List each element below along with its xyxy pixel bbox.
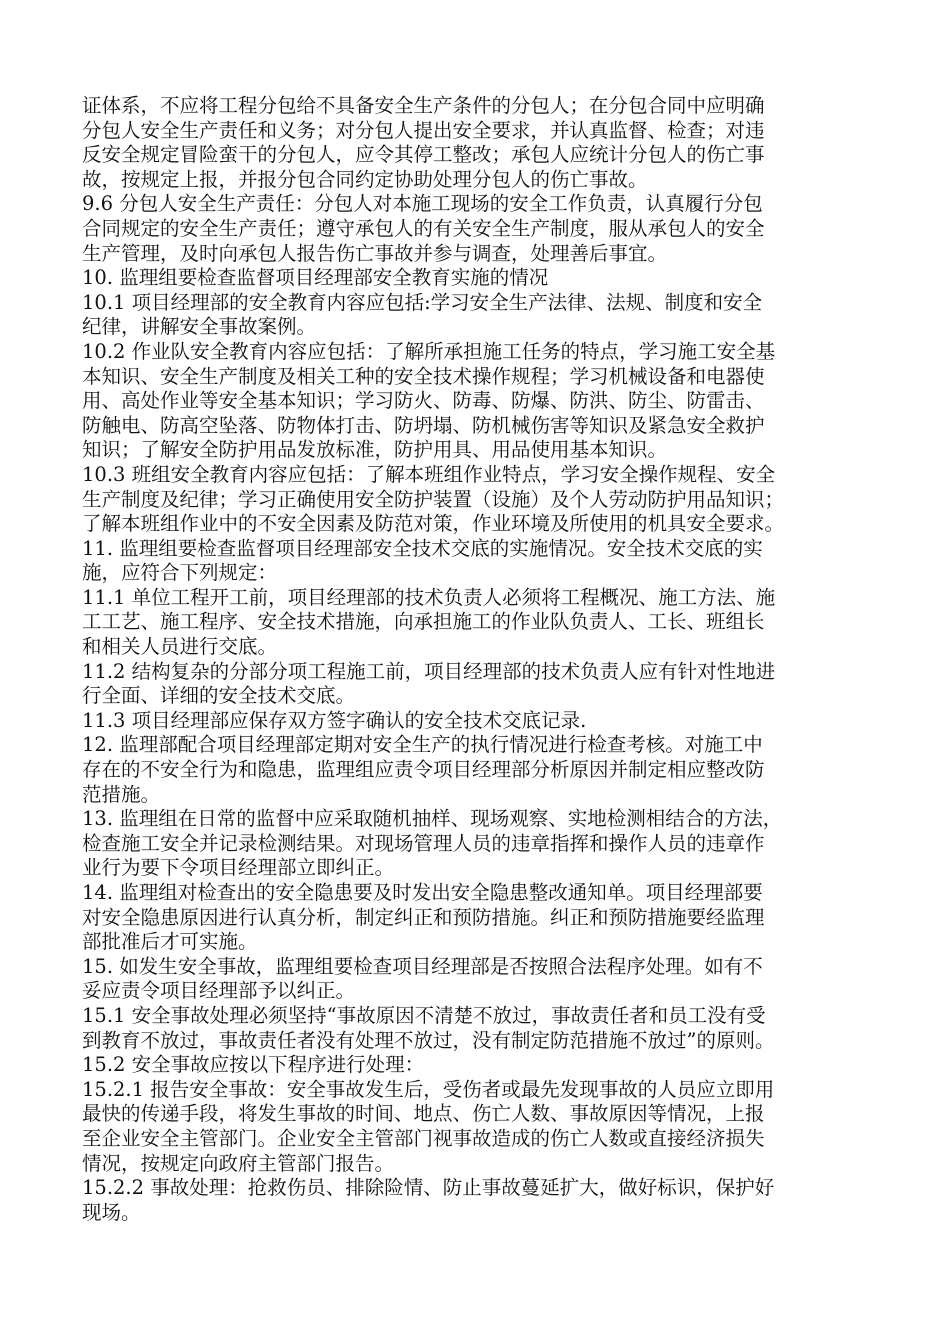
section-heading: 10. 监理组要检查监督项目经理部安全教育实施的情况 (82, 266, 549, 290)
text-line: 存在的不安全行为和隐患，监理组应责令项目经理部分析原因并制定相应整改防 (82, 758, 765, 782)
text-line: 到教育不放过，事故责任者没有处理不放过，没有制定防范措施不放过”的原则。 (82, 1028, 775, 1052)
text-line: 15.2.1 报告安全事故：安全事故发生后，受伤者或最先发现事故的人员应立即用 (82, 1077, 775, 1101)
text-line: 至企业安全主管部门。企业安全主管部门视事故造成的伤亡人数或直接经济损失 (82, 1126, 765, 1150)
section-heading: 14. 监理组对检查出的安全隐患要及时发出安全隐患整改通知单。项目经理部要 (82, 881, 763, 904)
text-line: 15.2.2 事故处理：抢救伤员、排除险情、防止事故蔓延扩大，做好标识，保护好 (82, 1176, 775, 1200)
text-line: 15.2 安全事故应按以下程序进行处理： (82, 1053, 425, 1077)
text-line: 生产管理，及时向承包人报告伤亡事故并参与调查，处理善后事宜。 (82, 241, 668, 265)
text-line: 最快的传递手段，将发生事故的时间、地点、伤亡人数、事故原因等情况，上报 (82, 1102, 765, 1126)
text-line: 本知识、安全生产制度及相关工种的安全技术操作规程；学习机械设备和电器使 (82, 364, 765, 388)
text-line: 分包人安全生产责任和义务；对分包人提出安全要求，并认真监督、检查；对违 (82, 118, 765, 142)
text-line: 生产制度及纪律；学习正确使用安全防护装置（设施）及个人劳动防护用品知识； (82, 487, 785, 511)
text-line: 合同规定的安全生产责任；遵守承包人的有关安全生产制度，服从承包人的安全 (82, 216, 765, 240)
text-line: 知识；了解安全防护用品发放标准，防护用具、用品使用基本知识。 (82, 438, 668, 462)
text-line: 范措施。 (82, 782, 161, 806)
text-line: 11.2 结构复杂的分部分项工程施工前，项目经理部的技术负责人应有针对性地进 (82, 659, 776, 683)
text-line: 纪律，讲解安全事故案例。 (82, 315, 317, 339)
document-page (82, 94, 882, 1225)
text-line: 10.1 项目经理部的安全教育内容应包括:学习安全生产法律、法规、制度和安全 (82, 290, 763, 314)
text-line: 反安全规定冒险蛮干的分包人，应令其停工整改；承包人应统计分包人的伤亡事 (82, 143, 765, 167)
section-heading: 12. 监理部配合项目经理部定期对安全生产的执行情况进行检查考核。对施工中 (82, 733, 763, 757)
text-line: 现场。 (82, 1200, 141, 1224)
text-line: 10.3 班组安全教育内容应包括：了解本班组作业特点，学习安全操作规程、安全 (82, 462, 776, 486)
text-line: 用、高处作业等安全基本知识；学习防火、防毒、防爆、防洪、防尘、防雷击、 (82, 389, 765, 413)
text-line: 10.2 作业队安全教育内容应包括：了解所承担施工任务的特点，学习施工安全基 (82, 339, 776, 363)
text-line: 故，按规定上报，并报分包合同约定协助处理分包人的伤亡事故。 (82, 167, 648, 191)
text-line: 11.1 单位工程开工前，项目经理部的技术负责人必须将工程概况、施工方法、施 (82, 585, 776, 609)
text-line: 施，应符合下列规定： (82, 561, 278, 585)
text-line: 防触电、防高空坠落、防物体打击、防坍塌、防机械伤害等知识及紧急安全救护 (82, 413, 765, 437)
text-line: 业行为要下令项目经理部立即纠正。 (82, 856, 395, 880)
section-heading: 13. 监理组在日常的监督中应采取随机抽样、现场观察、实地检测相结合的方法， (82, 807, 783, 831)
text-line: 检查施工安全并记录检测结果。对现场管理人员的违章指挥和操作人员的违章作 (82, 831, 765, 855)
text-line: 15.1 安全事故处理必须坚持“事故原因不清楚不放过，事故责任者和员工没有受 (82, 1003, 766, 1027)
text-line: 行全面、详细的安全技术交底。 (82, 684, 356, 708)
text-line: 部批准后才可实施。 (82, 930, 258, 954)
section-heading: 15. 如发生安全事故，监理组要检查项目经理部是否按照合法程序处理。如有不 (82, 954, 763, 978)
text-line: 和相关人员进行交底。 (82, 635, 278, 659)
section-heading: 11. 监理组要检查监督项目经理部安全技术交底的实施情况。安全技术交底的实 (82, 536, 763, 560)
text-line: 工工艺、施工程序、安全技术措施，向承担施工的作业队负责人、工长、班组长 (82, 610, 765, 634)
text-line: 妥应责令项目经理部予以纠正。 (82, 979, 356, 1003)
text-line: 了解本班组作业中的不安全因素及防范对策，作业环境及所使用的机具安全要求。 (82, 512, 785, 536)
text-line: 11.3 项目经理部应保存双方签字确认的安全技术交底记录. (82, 708, 587, 732)
text-line: 证体系，不应将工程分包给不具备安全生产条件的分包人；在分包合同中应明确 (82, 94, 765, 117)
text-line: 9.6 分包人安全生产责任：分包人对本施工现场的安全工作负责，认真履行分包 (82, 192, 763, 216)
text-line: 情况，按规定向政府主管部门报告。 (82, 1151, 395, 1175)
text-line: 对安全隐患原因进行认真分析，制定纠正和预防措施。纠正和预防措施要经监理 (82, 905, 765, 929)
